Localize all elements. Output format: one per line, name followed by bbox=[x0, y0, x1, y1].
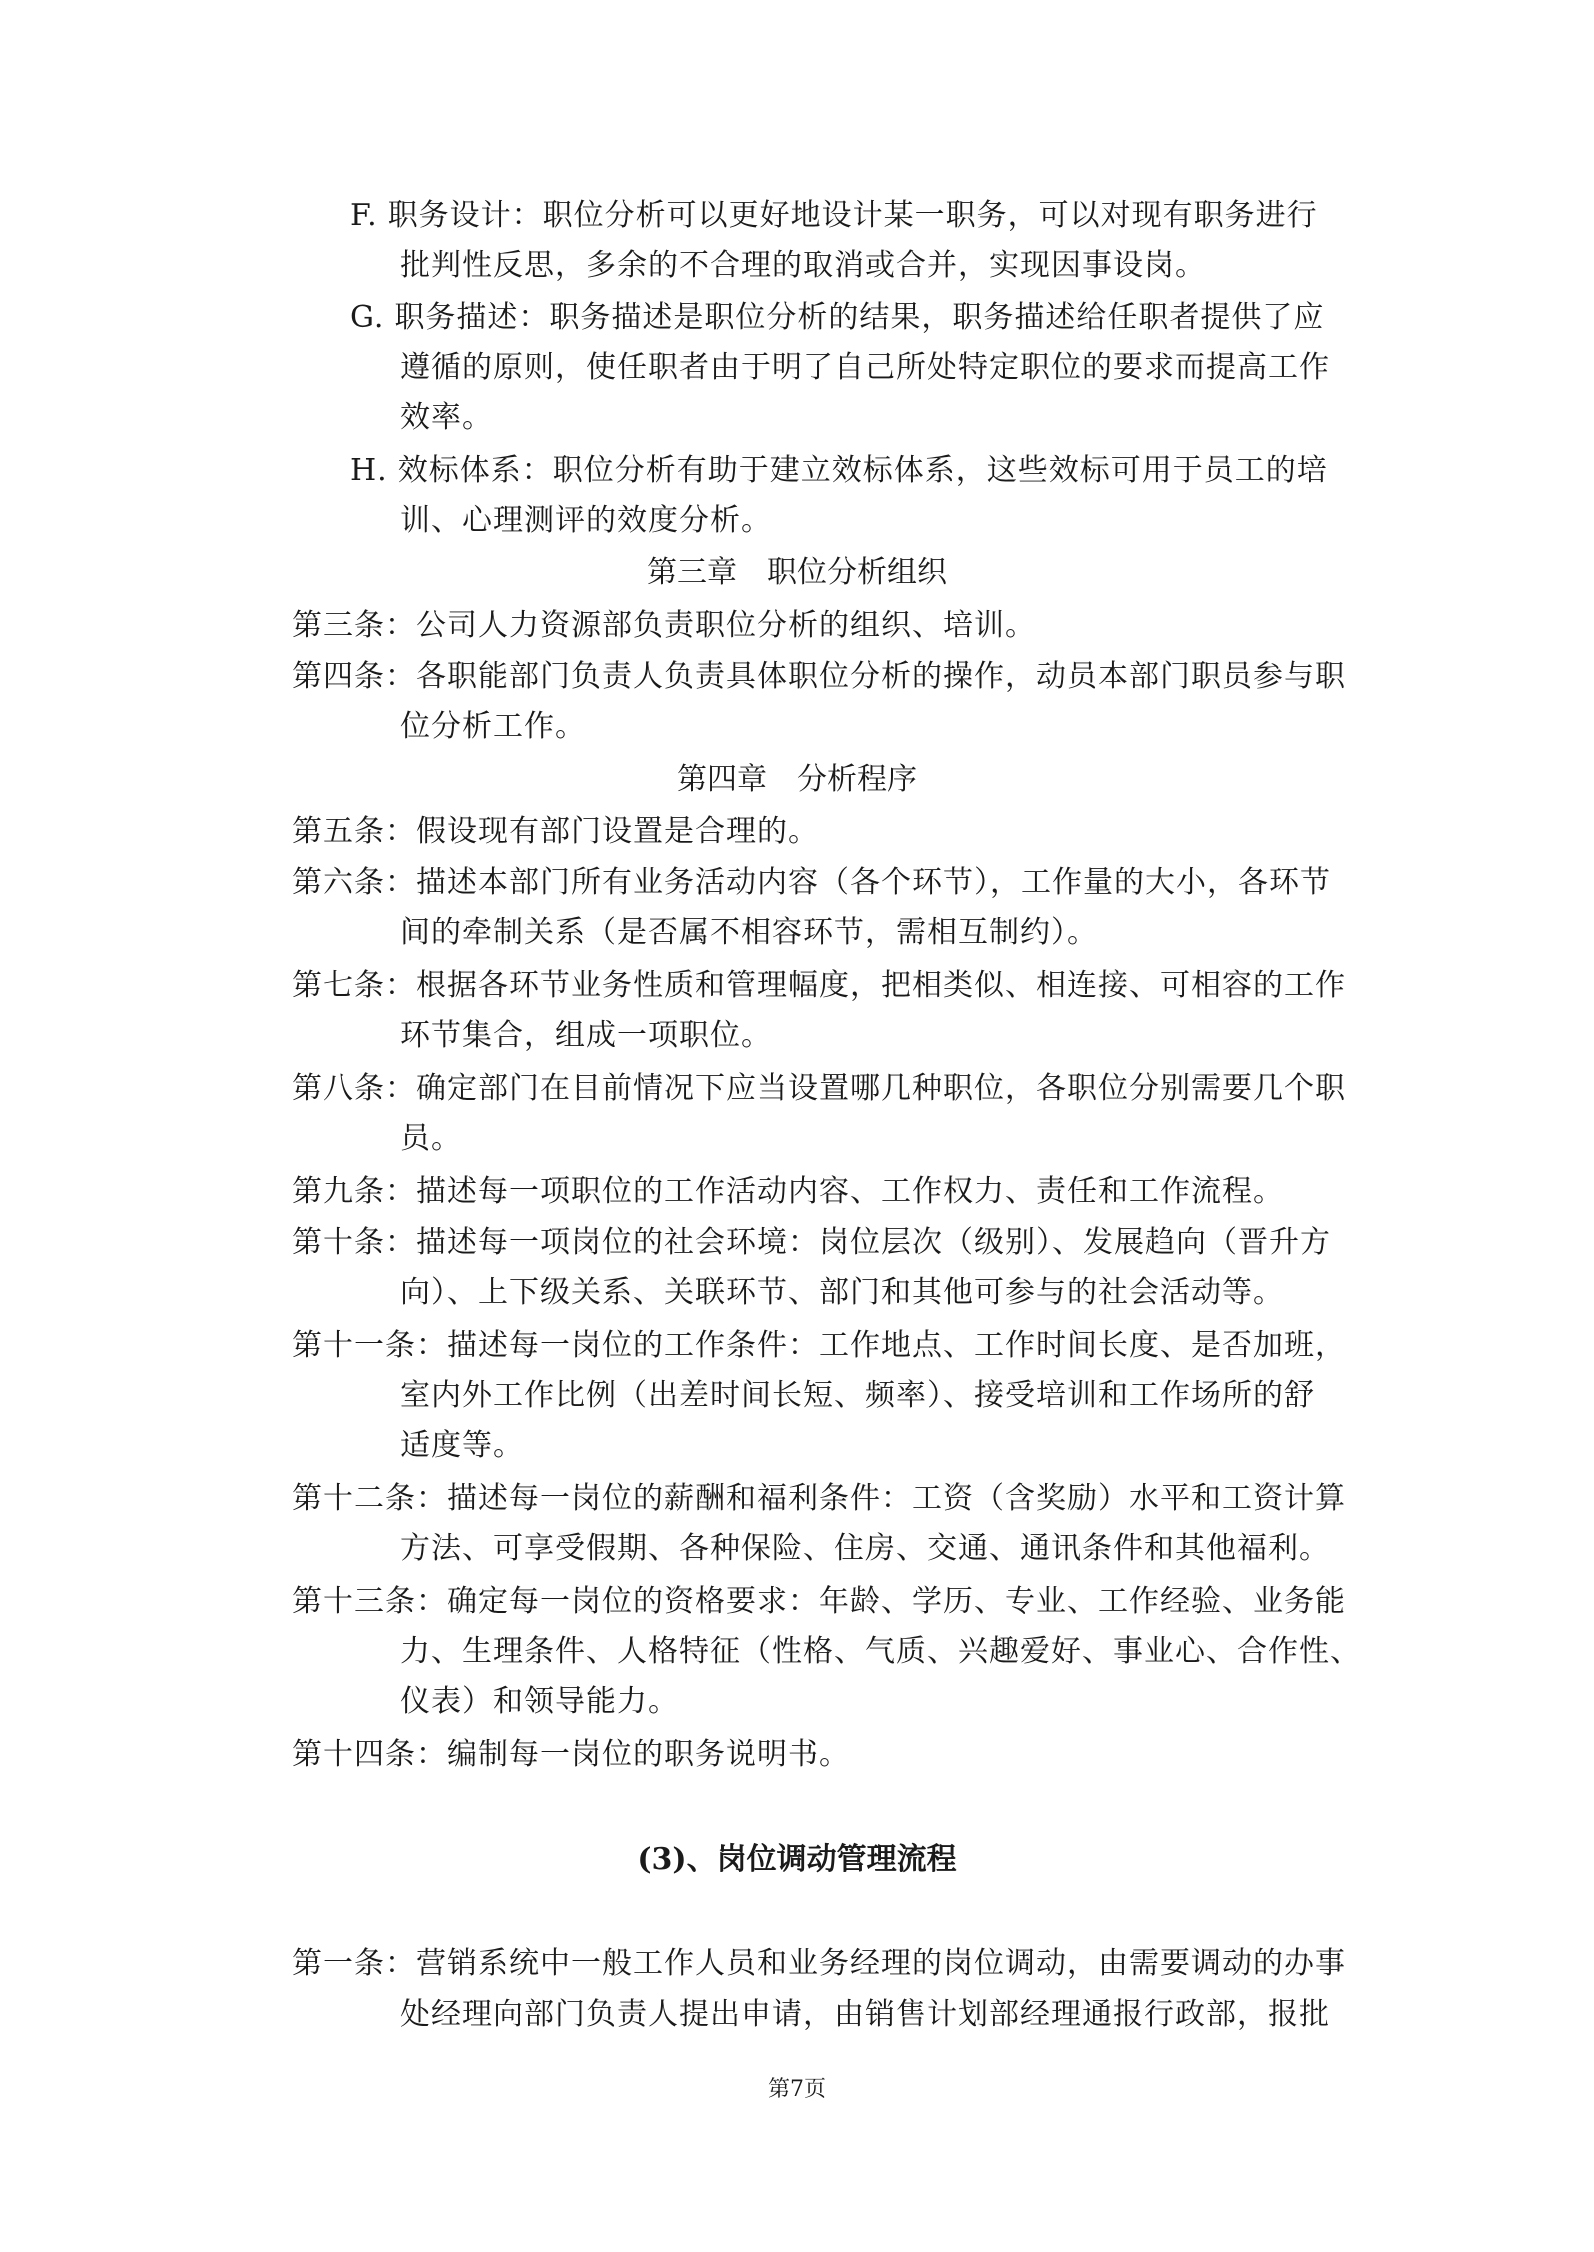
article-13-line-2: 力、生理条件、人格特征（性格、气质、兴趣爱好、事业心、合作性、 bbox=[400, 1634, 1361, 1669]
article-6-line-1: 第六条：描述本部门所有业务活动内容（各个环节），工作量的大小，各环节 bbox=[292, 865, 1331, 900]
chapter-3-heading: 第三章 职位分析组织 bbox=[647, 555, 947, 590]
item-f-line-1 bbox=[350, 196, 1318, 236]
item-h-label: H. bbox=[350, 453, 388, 488]
article-11-line-1: 第十一条：描述每一岗位的工作条件：工作地点、工作时间长度、是否加班， bbox=[292, 1328, 1346, 1363]
article-7-line-1: 第七条：根据各环节业务性质和管理幅度，把相类似、相连接、可相容的工作 bbox=[292, 968, 1346, 1003]
page-number: 第7页 bbox=[768, 2077, 826, 2102]
item-g-label: G. bbox=[350, 300, 385, 335]
article-7-line-2: 环节集合，组成一项职位。 bbox=[400, 1018, 772, 1053]
section-3-article-1-line-2: 处经理向部门负责人提出申请，由销售计划部经理通报行政部，报批 bbox=[400, 1997, 1330, 2032]
chapter-4-heading: 第四章 分析程序 bbox=[677, 762, 917, 797]
article-10-line-2: 向）、上下级关系、关联环节、部门和其他可参与的社会活动等。 bbox=[400, 1275, 1284, 1310]
article-8-line-1: 第八条：确定部门在目前情况下应当设置哪几种职位，各职位分别需要几个职 bbox=[292, 1071, 1346, 1106]
item-h-text-1: 效标体系：职位分析有助于建立效标体系，这些效标可用于员工的培 bbox=[397, 453, 1328, 488]
item-g-line-3: 效率。 bbox=[400, 400, 493, 435]
article-11-line-3: 适度等。 bbox=[400, 1428, 524, 1463]
article-9-line-1: 第九条：描述每一项职位的工作活动内容、工作权力、责任和工作流程。 bbox=[292, 1174, 1284, 1209]
item-h-line-2: 训、心理测评的效度分析。 bbox=[400, 503, 772, 538]
article-6-line-2: 间的牵制关系（是否属不相容环节，需相互制约）。 bbox=[400, 915, 1098, 950]
article-3-line-1: 第三条：公司人力资源部负责职位分析的组织、培训。 bbox=[292, 608, 1036, 643]
article-12-line-2: 方法、可享受假期、各种保险、住房、交通、通讯条件和其他福利。 bbox=[400, 1531, 1330, 1566]
item-g-text-1: 职务描述：职务描述是职位分析的结果，职务描述给任职者提供了应 bbox=[394, 300, 1325, 335]
section-3-article-1-line-1: 第一条：营销系统中一般工作人员和业务经理的岗位调动，由需要调动的办事 bbox=[292, 1946, 1346, 1981]
article-4-line-1: 第四条：各职能部门负责人负责具体职位分析的操作，动员本部门职员参与职 bbox=[292, 659, 1346, 694]
article-13-line-3: 仪表）和领导能力。 bbox=[400, 1684, 679, 1719]
article-8-line-2: 员。 bbox=[400, 1121, 462, 1156]
section-3-heading: (3)、岗位调动管理流程 bbox=[637, 1842, 957, 1877]
item-h-line-1 bbox=[350, 451, 1328, 491]
article-11-line-2: 室内外工作比例（出差时间长短、频率）、接受培训和工作场所的舒 bbox=[400, 1378, 1315, 1413]
article-10-line-1: 第十条：描述每一项岗位的社会环境：岗位层次（级别）、发展趋向（晋升方 bbox=[292, 1225, 1331, 1260]
item-f-line-2: 批判性反思，多余的不合理的取消或合并，实现因事设岗。 bbox=[400, 248, 1206, 283]
item-f-label: F. bbox=[350, 198, 378, 233]
article-12-line-1: 第十二条：描述每一岗位的薪酬和福利条件：工资（含奖励）水平和工资计算 bbox=[292, 1481, 1346, 1516]
article-13-line-1: 第十三条：确定每一岗位的资格要求：年龄、学历、专业、工作经验、业务能 bbox=[292, 1584, 1346, 1619]
item-g-line-2: 遵循的原则，使任职者由于明了自己所处特定职位的要求而提高工作 bbox=[400, 350, 1330, 385]
article-4-line-2: 位分析工作。 bbox=[400, 709, 586, 744]
item-g-line-1 bbox=[350, 298, 1324, 338]
article-5-line-1: 第五条：假设现有部门设置是合理的。 bbox=[292, 814, 819, 849]
item-f-text-1: 职务设计：职位分析可以更好地设计某一职务，可以对现有职务进行 bbox=[387, 198, 1318, 233]
article-14-line-1: 第十四条：编制每一岗位的职务说明书。 bbox=[292, 1737, 850, 1772]
